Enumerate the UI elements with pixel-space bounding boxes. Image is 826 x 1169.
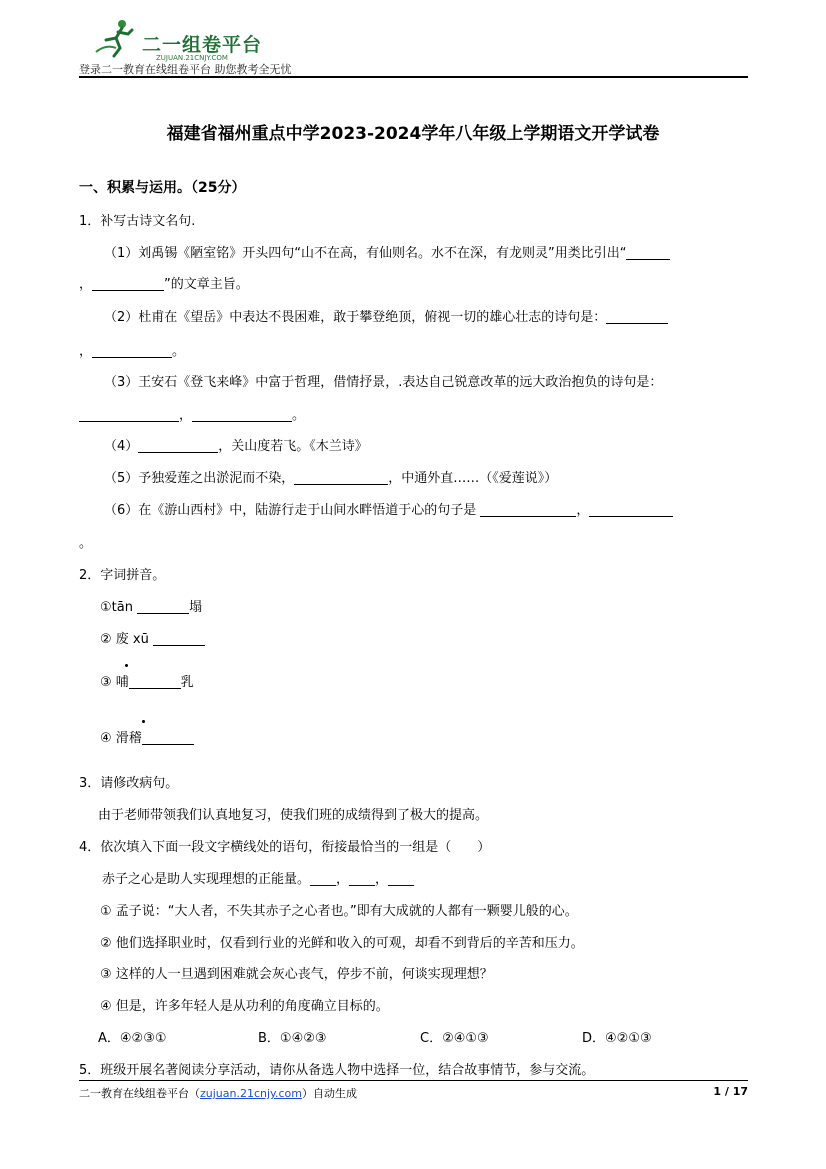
question-3-stem: 3．请修改病句。 — [79, 776, 179, 791]
q1-sub1-line1 — [104, 242, 670, 261]
q4-lead: 赤子之心是助人实现理想的正能量。____，____，____ — [102, 872, 415, 887]
question-2-stem: 2．字词拼音。 — [79, 568, 166, 583]
comma: ， — [179, 408, 193, 423]
answer-blank[interactable] — [294, 470, 388, 485]
question-4-stem: 4．依次填入下面一段文字横线处的语句，衔接最恰当的一组是（ ） — [79, 840, 491, 855]
q2-item2-label: ② 废 xū — [100, 632, 153, 647]
answer-blank[interactable] — [138, 438, 218, 453]
q4-sentence-1: ① 孟子说：“大人者，不失其赤子之心者也。”即有大成就的人都有一颗婴儿般的心。 — [100, 904, 578, 919]
q1-sub6-text: （6）在《游山西村》中，陆游行走于山间水畔悟道于心的句子是 — [104, 503, 481, 518]
period: 。 — [292, 408, 306, 423]
answer-blank[interactable] — [92, 276, 164, 291]
logo-text: 二一组卷平台 — [142, 34, 263, 56]
q1-sub1-line2 — [79, 273, 249, 292]
q2-item4 — [100, 727, 194, 746]
answer-blank[interactable] — [92, 343, 172, 358]
header-tagline: 登录二一教育在线组卷平台 助您教考全无忧 — [79, 63, 292, 76]
q1-sub6-end: 。 — [79, 536, 93, 551]
question-5-stem: 5．班级开展名著阅读分享活动，请你从备选人物中选择一位，结合故事情节，参与交流。 — [79, 1063, 595, 1078]
q4-sentence-4: ④ 但是，许多年轻人是从功利的角度确立目标的。 — [100, 999, 389, 1014]
q1-sub3-line1: （3）王安石《登飞来峰》中富于哲理，借情抒景，.表达自己锐意改革的远大政治抱负的诗句是： — [104, 375, 663, 390]
q2-item2 — [100, 628, 205, 647]
comma: ， — [79, 344, 93, 359]
q4-sentence-2: ② 他们选择职业时，仅看到行业的光鲜和收入的可观，却看不到背后的辛苦和压力。 — [100, 936, 584, 951]
q2-item4-label: ④ 滑稽 — [100, 731, 142, 746]
footer-suffix: ）自动生成 — [302, 1087, 357, 1100]
q1-sub4-num: （4） — [104, 439, 139, 454]
q1-sub1-text: （1）刘禹锡《陋室铭》开头四句“山不在高，有仙则名。水不在深，有龙则灵”用类比引出“ — [104, 246, 627, 261]
q1-sub2-text: （2）杜甫在《望岳》中表达不畏困难，敢于攀登绝顶，俯视一切的雄心壮志的诗句是： — [104, 310, 607, 325]
answer-blank[interactable] — [137, 599, 189, 614]
logo-url: ZUJUAN.21CNJY.COM — [156, 54, 228, 62]
q1-sub6 — [104, 499, 673, 518]
header-divider — [79, 76, 748, 78]
emphasis-dot — [142, 720, 145, 723]
q4-choice-b[interactable]: B．①④②③ — [258, 1031, 327, 1046]
q4-choice-a[interactable]: A．④②③① — [98, 1031, 167, 1046]
answer-blank[interactable] — [606, 309, 668, 324]
answer-blank[interactable] — [79, 407, 179, 422]
q4-choice-c[interactable]: C．②④①③ — [420, 1031, 489, 1046]
q2-item3-char: 乳 — [180, 675, 194, 690]
answer-blank[interactable] — [589, 502, 673, 517]
q1-sub2-line2 — [79, 340, 185, 359]
footer-prefix: 二一教育在线组卷平台（ — [79, 1087, 200, 1100]
q1-sub5-end: ，中通外直……（《爱莲说》） — [388, 471, 558, 486]
footer-link[interactable]: zujuan.21cnjy.com — [200, 1087, 302, 1100]
logo — [92, 18, 262, 60]
footer-text — [79, 1085, 357, 1101]
answer-blank[interactable] — [129, 674, 181, 689]
page-title: 福建省福州重点中学2023-2024学年八年级上学期语文开学试卷 — [166, 124, 660, 144]
q1-sub4 — [104, 435, 368, 454]
answer-blank[interactable] — [626, 245, 670, 260]
runner-logo-icon — [92, 18, 140, 58]
section-heading: 一、积累与运用。（25分） — [79, 180, 246, 196]
question-1-stem: 1．补写古诗文名句. — [79, 214, 196, 229]
q1-sub1-end: ”的文章主旨。 — [164, 277, 249, 292]
q2-item3 — [100, 671, 194, 690]
q1-sub5-text: （5）予独爱莲之出淤泥而不染， — [104, 471, 295, 486]
q1-sub5 — [104, 467, 557, 486]
comma: ， — [79, 277, 93, 292]
answer-blank[interactable] — [192, 407, 292, 422]
answer-blank[interactable] — [142, 730, 194, 745]
q2-item1 — [100, 596, 202, 615]
footer-divider — [79, 1080, 748, 1081]
q4-choice-d[interactable]: D．④②①③ — [582, 1031, 652, 1046]
answer-blank[interactable] — [480, 502, 576, 517]
q3-sentence: 由于老师带领我们认真地复习，使我们班的成绩得到了极大的提高。 — [98, 808, 489, 823]
q1-sub3-line2 — [79, 404, 305, 423]
comma: ， — [576, 503, 590, 518]
q4-sentence-3: ③ 这样的人一旦遇到困难就会灰心丧气，停步不前，何谈实现理想？ — [100, 967, 493, 982]
q2-item1-char: 塌 — [189, 600, 203, 615]
q1-sub4-text: ，关山度若飞。《木兰诗》 — [218, 439, 368, 454]
q2-item3-label: ③ 哺 — [100, 675, 129, 690]
answer-blank[interactable] — [153, 631, 205, 646]
page-number: 1 / 17 — [713, 1085, 748, 1098]
q1-sub2-line1 — [104, 306, 668, 325]
q2-item1-label: ①tān — [100, 600, 138, 615]
period: 。 — [172, 344, 186, 359]
emphasis-dot — [125, 664, 128, 667]
